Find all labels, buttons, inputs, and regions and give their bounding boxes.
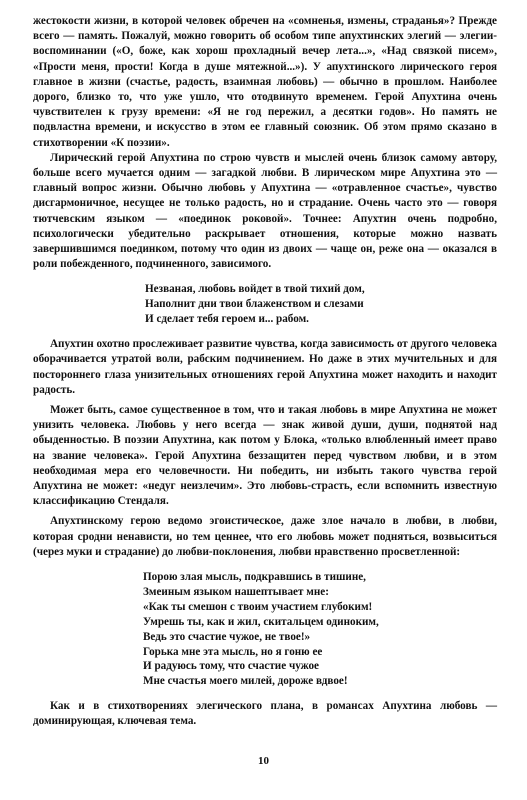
verse-line: Мне счастья моего милей, дороже вдвое!: [143, 675, 348, 688]
verse-line: И радуюсь тому, что счастие чужое: [143, 660, 319, 673]
verse-quote-evil-thought: [143, 570, 497, 689]
verse-line: Горька мне эта мысль, но я гоню ее: [143, 645, 323, 658]
verse-line: «Как ты смешон с твоим участием глубоким!: [143, 600, 373, 613]
paragraph-romances: Как и в стихотворениях элегического плана, в романсах Апухтина любовь — доминирующая, ключевая тема.: [33, 700, 497, 728]
verse-line: Змеиным языком нашептывает мне:: [143, 585, 329, 598]
paragraph-living-soul: Может быть, самое существенное в том, что и такая любовь в мире Апухтина не может унизить человека. Любовь у него всегда — знак живой души, души, поднятой над обыденностью. В поэзии Апухтина, как потом у Блока, «только влюбленный имеет право на звание человека». Герой Апухтина беззащитен перед чувством любви, и в этом необходимая мера его человечности. Ни победить, ни избыть такого чувства герой Апухтина не может: «недуг неизлечим». Это любовь-страсть, если вспомнить известную классификацию Стендаля.: [33, 403, 497, 508]
verse-quote-uninvited-love: [145, 282, 497, 327]
paragraph-selfish-love: Апухтинскому герою ведомо эгоистическое, даже злое начало в любви, в любви, которая сродни ненависти, но тем ценнее, что его любовь может подняться, возвыситься (через муки и страдание) до любви-поклонения, любви нравственно просветленной:: [33, 515, 497, 558]
paragraph-dependence: Апухтин охотно прослеживает развитие чувства, когда зависимость от другого человека оборачивается утратой воли, рабским подчинением. Но даже в этих мучительных и для постороннего глаза унизительных отношениях герой Апухтина может находить и находит радость.: [33, 338, 497, 396]
page-number: 10: [258, 755, 269, 767]
verse-line: Незваная, любовь войдет в твой тихий дом,: [145, 283, 365, 296]
verse-line: Порою злая мысль, подкравшись в тишине,: [143, 571, 366, 584]
paragraph-love-riddle: Лирический герой Апухтина по строю чувств и мыслей очень близок самому автору, больше всего мучается одним — загадкой любви. В лирическом мире Апухтина это — главный вопрос жизни. Обычно любовь у Апухтина — «отравленное счастье», чувство дисгармоничное, несущее не только радость, но и страдание. Очень часто это — говоря тютчевским языком — «поединок роковой». Точнее: Апухтин очень подробно, психологически убедительно раскрывает отношения, которые можно назвать завершившимся поединком, потому что один из двоих — чаще он, реже она — оказался в роли побежденного, подчиненного, зависимого.: [33, 151, 497, 271]
verse-line: И сделает тебя героем и... рабом.: [145, 313, 309, 326]
verse-line: Наполнит дни твои блаженством и слезами: [145, 298, 364, 311]
paragraph-memory-elegies: жестокости жизни, в которой человек обречен на «сомненья, измены, страданья»? Прежде всего — память. Пожалуй, можно говорить об особом типе апухтинских элегий — элегии-воспоминании («О, боже, как хорош прохладный вечер лета...», «Над связкой писем», «Прости меня, прости! Когда в душе мятежной...»). У апухтинского лирического героя главное в жизни (счастье, радость, взаимная любовь) — обычно в прошлом. Наиболее дорого, близко то, что уже ушло, что отодвинуто временем. Герой Апухтина очень чувствителен к грузу времени: «Я не год пережил, а десятки годов». Но память не подвластна времени, и искусство в этом ее главный союзник. Об этом прямо сказано в стихотворении «К поэзии».: [33, 15, 497, 149]
verse-line: Ведь это счастие чужое, не твое!»: [143, 630, 311, 643]
verse-line: Умрешь ты, как и жил, скитальцем одиноким,: [143, 615, 379, 628]
document-page: [33, 14, 497, 730]
